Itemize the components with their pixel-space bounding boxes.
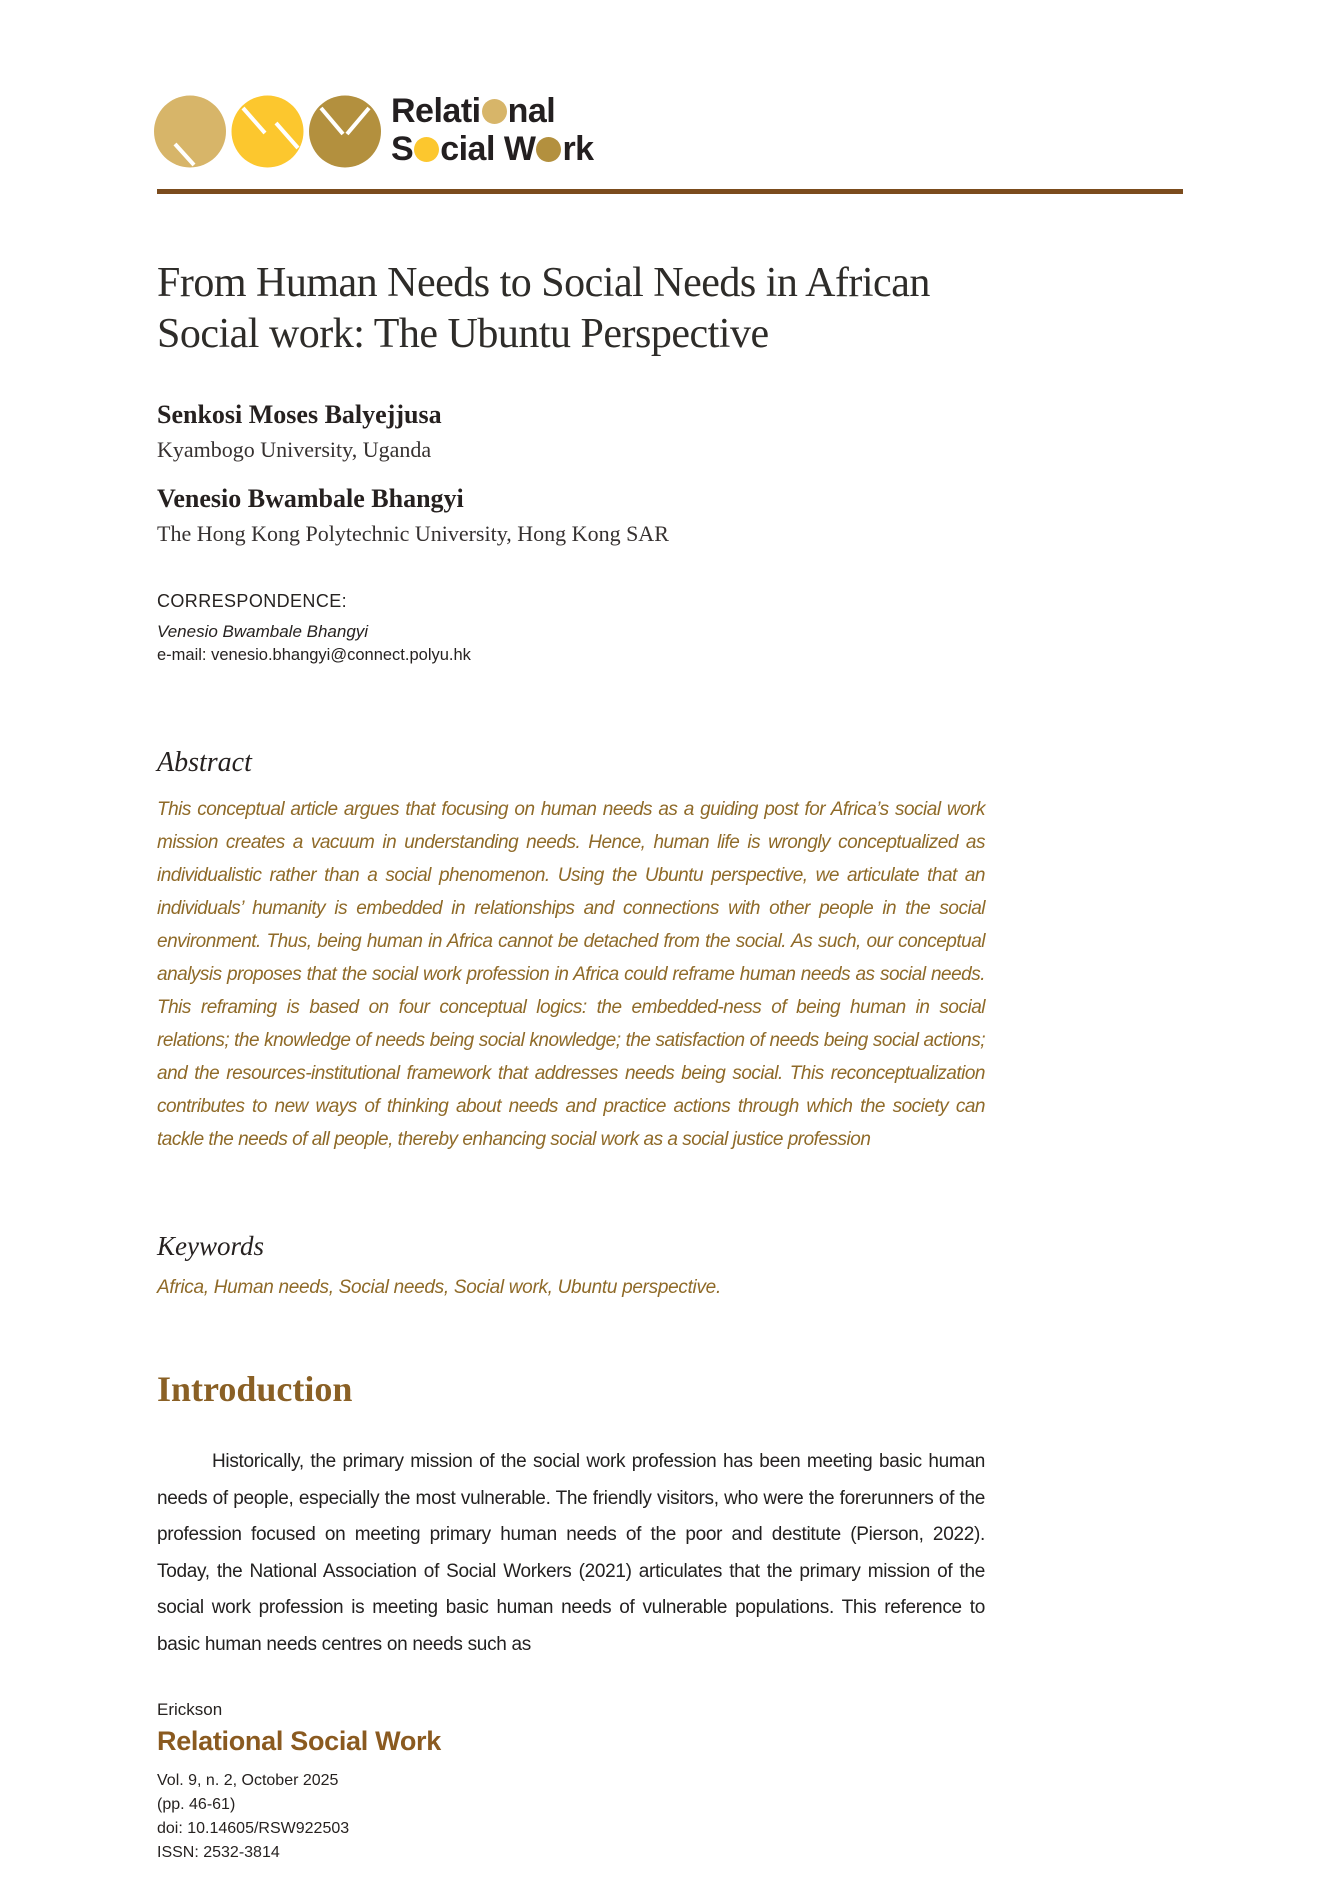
author-name: Venesio Bwambale Bhangyi xyxy=(157,484,464,513)
logo-wordmark xyxy=(391,92,594,168)
author-name: Senkosi Moses Balyejjusa xyxy=(157,400,442,429)
logo-circle-tan xyxy=(154,96,226,168)
logo-o-yellow-icon xyxy=(414,137,439,162)
correspondence-email: e-mail: venesio.bhangyi@connect.polyu.hk xyxy=(157,646,471,664)
publisher-name: Erickson xyxy=(157,1700,223,1719)
section-heading-introduction: Introduction xyxy=(157,1369,353,1409)
correspondence-block xyxy=(157,591,471,665)
journal-logo-icon xyxy=(154,95,382,168)
keywords-text: Africa, Human needs, Social needs, Social work, Ubuntu perspective. xyxy=(157,1277,721,1298)
volume-info: Vol. 9, n. 2, October 2025 xyxy=(157,1772,339,1789)
doi: doi: 10.14605/RSW922503 xyxy=(157,1820,350,1837)
keywords-heading: Keywords xyxy=(157,1231,264,1261)
logo-wordmark-line2: S cial W rk xyxy=(391,130,594,168)
author-block xyxy=(157,400,669,568)
logo-circle-bronze xyxy=(309,96,381,168)
correspondence-name: Venesio Bwambale Bhangyi xyxy=(157,622,369,641)
abstract-text: This conceptual article argues that focusing on human needs as a guiding post for Africa’s social work mission creates a vacuum in understanding needs. Hence, human life is wrongly conceptualized as individualistic rather than a social phenomenon. Using the Ubuntu perspective, we articulate that an individuals’ humanity is embedded in relationships and connections with other people in the social environment. Thus, being human in Africa cannot be detached from the social. As such, our conceptual analysis proposes that the social work profession in Africa could reframe human needs as social needs. This reframing is based on four conceptual logics: the embedded-ness of being human in social relations; the knowledge of needs being social knowledge; the satisfaction of needs being social actions; and the resources-institutional framework that addresses needs being social. This reconceptualization contributes to new ways of thinking about needs and practice actions through which the society can tackle the needs of all people, thereby enhancing social work as a social justice profession xyxy=(157,799,985,1150)
journal-footer xyxy=(157,1700,441,1865)
introduction-paragraph: Historically, the primary mission of the social work profession has been meeting basic human needs of people, especially the most vulnerable. The friendly visitors, who were the forerunners of the profession focused on meeting primary human needs of the poor and destitute (Pierson, 2022). Today, the National Association of Social Workers (2021) articulates that the primary mission of the social work profession is meeting basic human needs of vulnerable populations. This reference to basic human needs centres on needs such as xyxy=(157,1451,985,1655)
page-range: (pp. 46-61) xyxy=(157,1796,236,1813)
logo-circle-yellow xyxy=(232,96,304,168)
logo-wordmark-line1: Relati nal xyxy=(391,92,556,130)
correspondence-label: CORRESPONDENCE: xyxy=(157,591,348,611)
logo-o-tan-icon xyxy=(482,99,507,124)
issn: ISSN: 2532-3814 xyxy=(157,1844,280,1861)
author-affiliation: The Hong Kong Polytechnic University, Hong Kong SAR xyxy=(157,521,669,546)
author-affiliation: Kyambogo University, Uganda xyxy=(157,437,432,462)
abstract-heading: Abstract xyxy=(157,747,252,778)
header-rule xyxy=(157,189,1183,194)
article-title: From Human Needs to Social Needs in African Social work: The Ubuntu Perspective xyxy=(157,260,930,357)
logo-o-bronze-icon xyxy=(536,137,561,162)
journal-name: Relational Social Work xyxy=(157,1726,441,1756)
